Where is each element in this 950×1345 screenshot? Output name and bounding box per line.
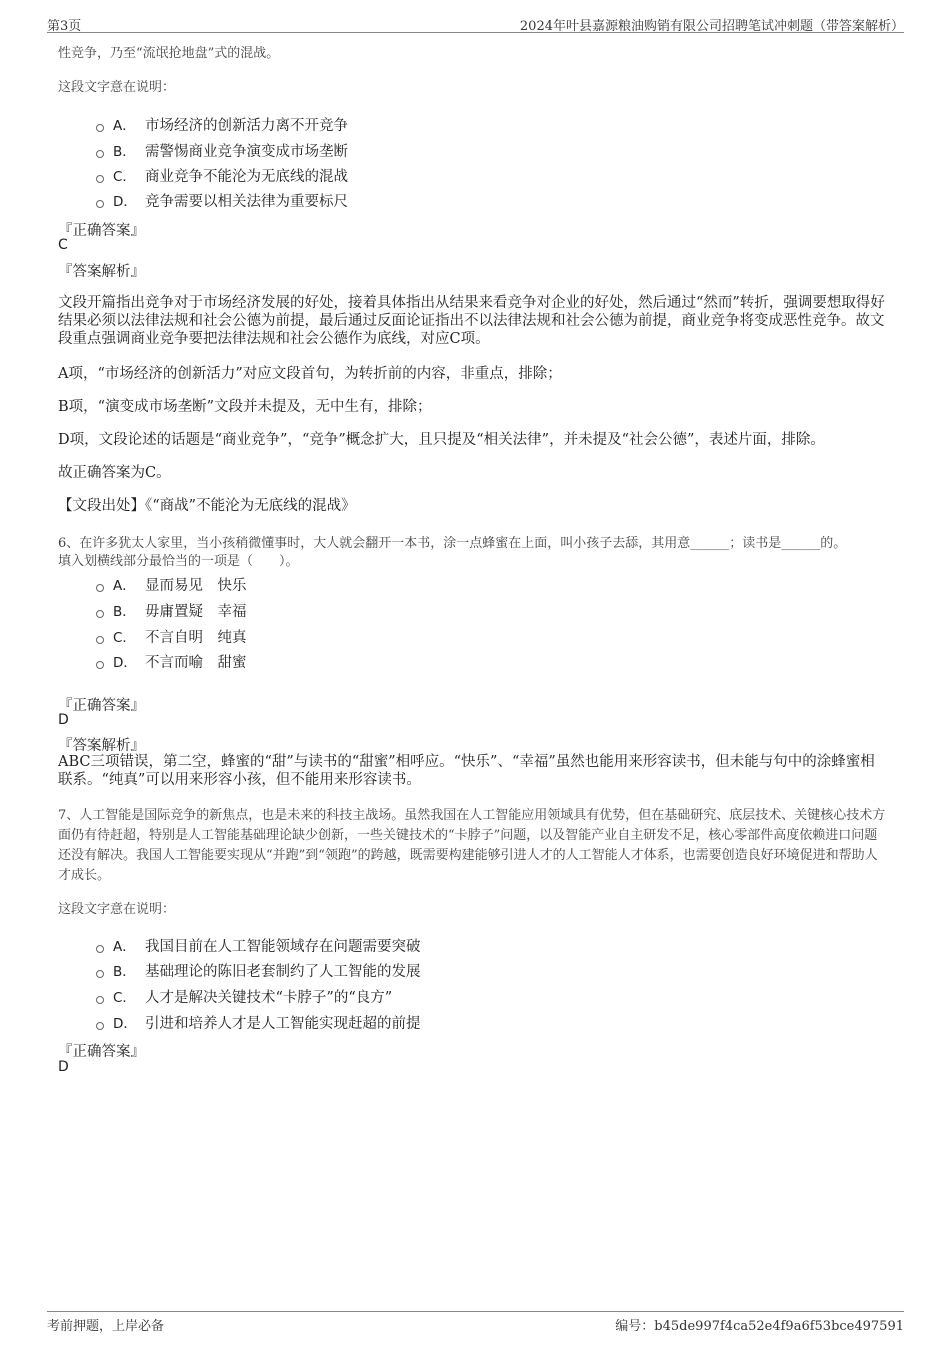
document-serial: 编号：b45de997f4ca52e4f9a6f53bce497591 xyxy=(615,1319,904,1334)
option-key: B． xyxy=(113,964,136,980)
radio-icon[interactable] xyxy=(96,945,104,953)
option-key: D． xyxy=(113,655,137,671)
q7-option-b[interactable] xyxy=(96,959,421,981)
option-text: 显而易见 快乐 xyxy=(145,577,247,594)
q5-analysis-option-d: D项，文段论述的话题是“商业竞争”，“竞争”概念扩大，且只提及“相关法律”，并未提及“社会公德”，表述片面，排除。 xyxy=(58,432,825,448)
option-key: B． xyxy=(113,604,136,620)
option-text: 需警惕商业竞争演变成市场垄断 xyxy=(145,143,348,160)
q7-option-a[interactable] xyxy=(96,934,421,956)
option-text: 不言而喻 甜蜜 xyxy=(145,654,247,671)
q6-answer: D xyxy=(58,712,69,728)
option-text: 不言自明 纯真 xyxy=(145,629,247,646)
q5-analysis-conclusion: 故正确答案为C。 xyxy=(58,465,171,481)
page-footer xyxy=(47,1311,904,1336)
option-key: C． xyxy=(113,169,136,185)
option-text: 商业竞争不能沦为无底线的混战 xyxy=(145,168,348,185)
option-text: 引进和培养人才是人工智能实现赶超的前提 xyxy=(145,1015,421,1032)
q6-answer-label: 『正确答案』 xyxy=(58,698,145,714)
q5-option-b[interactable] xyxy=(96,139,348,161)
q5-answer-label: 『正确答案』 xyxy=(58,223,145,239)
radio-icon[interactable] xyxy=(96,124,104,132)
q6-option-c[interactable] xyxy=(96,625,247,647)
page-number: 第3页 xyxy=(47,19,82,34)
option-key: A． xyxy=(113,939,136,955)
q7-option-d[interactable] xyxy=(96,1011,421,1033)
q6-stem: 6、在许多犹太人家里，当小孩稍微懂事时，大人就会翻开一本书，涂一点蜂蜜在上面，叫小孩子去舔，其用意______；读书是______的。 xyxy=(58,536,847,551)
option-key: C． xyxy=(113,990,136,1006)
q5-analysis-paragraph: 文段开篇指出竞争对于市场经济发展的好处，接着具体指出从结果来看竞争对企业的好处，然后通过“然而”转折，强调要想取得好结果必须以法律法规和社会公德为前提，最后通过反面论证指出不以法律法规和社会公德为前提，商业竞争将变成恶性竞争。故文段重点强调商业竞争要把法律法规和社会公德作为底线，对应C项。 xyxy=(58,295,885,347)
option-text: 竞争需要以相关法律为重要标尺 xyxy=(145,193,348,210)
radio-icon[interactable] xyxy=(96,661,104,669)
q6-option-b[interactable] xyxy=(96,599,247,621)
option-text: 市场经济的创新活力离不开竞争 xyxy=(145,117,348,134)
q5-analysis-option-b: B项，“演变成市场垄断”文段并未提及，无中生有，排除； xyxy=(58,399,432,415)
q5-option-c[interactable] xyxy=(96,164,348,186)
q5-analysis-source: 【文段出处】《“商战”不能沦为无底线的混战》 xyxy=(58,498,356,514)
q5-option-a[interactable] xyxy=(96,113,348,135)
option-text: 基础理论的陈旧老套制约了人工智能的发展 xyxy=(145,963,421,980)
option-key: D． xyxy=(113,1016,137,1032)
radio-icon[interactable] xyxy=(96,150,104,158)
option-key: B． xyxy=(113,144,136,160)
q6-option-d[interactable] xyxy=(96,650,247,672)
q5-prompt: 这段文字意在说明： xyxy=(58,80,176,95)
q6-analysis: ABC三项错误，第二空，蜂蜜的“甜”与读书的“甜蜜”相呼应。“快乐”、“幸福”虽然也能用来形容读书，但未能与句中的涂蜂蜜相联系。“纯真”可以用来形容小孩，但不能用来形容读书。 xyxy=(58,754,875,788)
radio-icon[interactable] xyxy=(96,175,104,183)
option-key: A． xyxy=(113,118,136,134)
document-title: 2024年叶县嘉源粮油购销有限公司招聘笔试冲刺题（带答案解析） xyxy=(519,19,904,34)
radio-icon[interactable] xyxy=(96,200,104,208)
q6-stem-instruction: 填入划横线部分最恰当的一项是（ ）。 xyxy=(58,554,299,569)
option-text: 人才是解决关键技术“卡脖子”的“良方” xyxy=(145,989,393,1006)
radio-icon[interactable] xyxy=(96,636,104,644)
radio-icon[interactable] xyxy=(96,1022,104,1030)
q7-prompt: 这段文字意在说明： xyxy=(58,902,176,917)
option-key: C． xyxy=(113,630,136,646)
radio-icon[interactable] xyxy=(96,996,104,1004)
q7-stem: 7、人工智能是国际竞争的新焦点，也是未来的科技主战场。虽然我国在人工智能应用领域具有优势，但在基础研究、底层技术、关键核心技术方面仍有待赶超，特别是人工智能基础理论缺少创新，一些关键技术的“卡脖子”问题，以及智能产业自主研发不足，核心零部件高度依赖进口问题还没有解决。我国人工智能要实现从“并跑”到“领跑”的跨越，既需要构建能够引进人才的人工智能人才体系，也需要创造良好环境促进和帮助人才成长。 xyxy=(58,808,886,883)
q7-answer: D xyxy=(58,1059,69,1075)
q5-answer: C xyxy=(58,237,68,253)
q5-stem-tail: 性竞争，乃至“流氓抢地盘”式的混战。 xyxy=(58,46,280,61)
q7-answer-label: 『正确答案』 xyxy=(58,1044,145,1060)
option-key: A． xyxy=(113,578,136,594)
q6-option-a[interactable] xyxy=(96,573,247,595)
option-text: 毋庸置疑 幸福 xyxy=(145,603,247,620)
q5-analysis-label: 『答案解析』 xyxy=(58,264,145,280)
footer-slogan: 考前押题，上岸必备 xyxy=(47,1319,165,1334)
option-key: D． xyxy=(113,194,137,210)
q6-analysis-label: 『答案解析』 xyxy=(58,738,145,754)
radio-icon[interactable] xyxy=(96,970,104,978)
q5-option-d[interactable] xyxy=(96,189,348,211)
q5-analysis-option-a: A项，“市场经济的创新活力”对应文段首句，为转折前的内容，非重点，排除； xyxy=(58,366,562,382)
radio-icon[interactable] xyxy=(96,584,104,592)
radio-icon[interactable] xyxy=(96,610,104,618)
q7-option-c[interactable] xyxy=(96,985,392,1007)
option-text: 我国目前在人工智能领域存在问题需要突破 xyxy=(145,938,421,955)
page-header xyxy=(47,14,904,33)
